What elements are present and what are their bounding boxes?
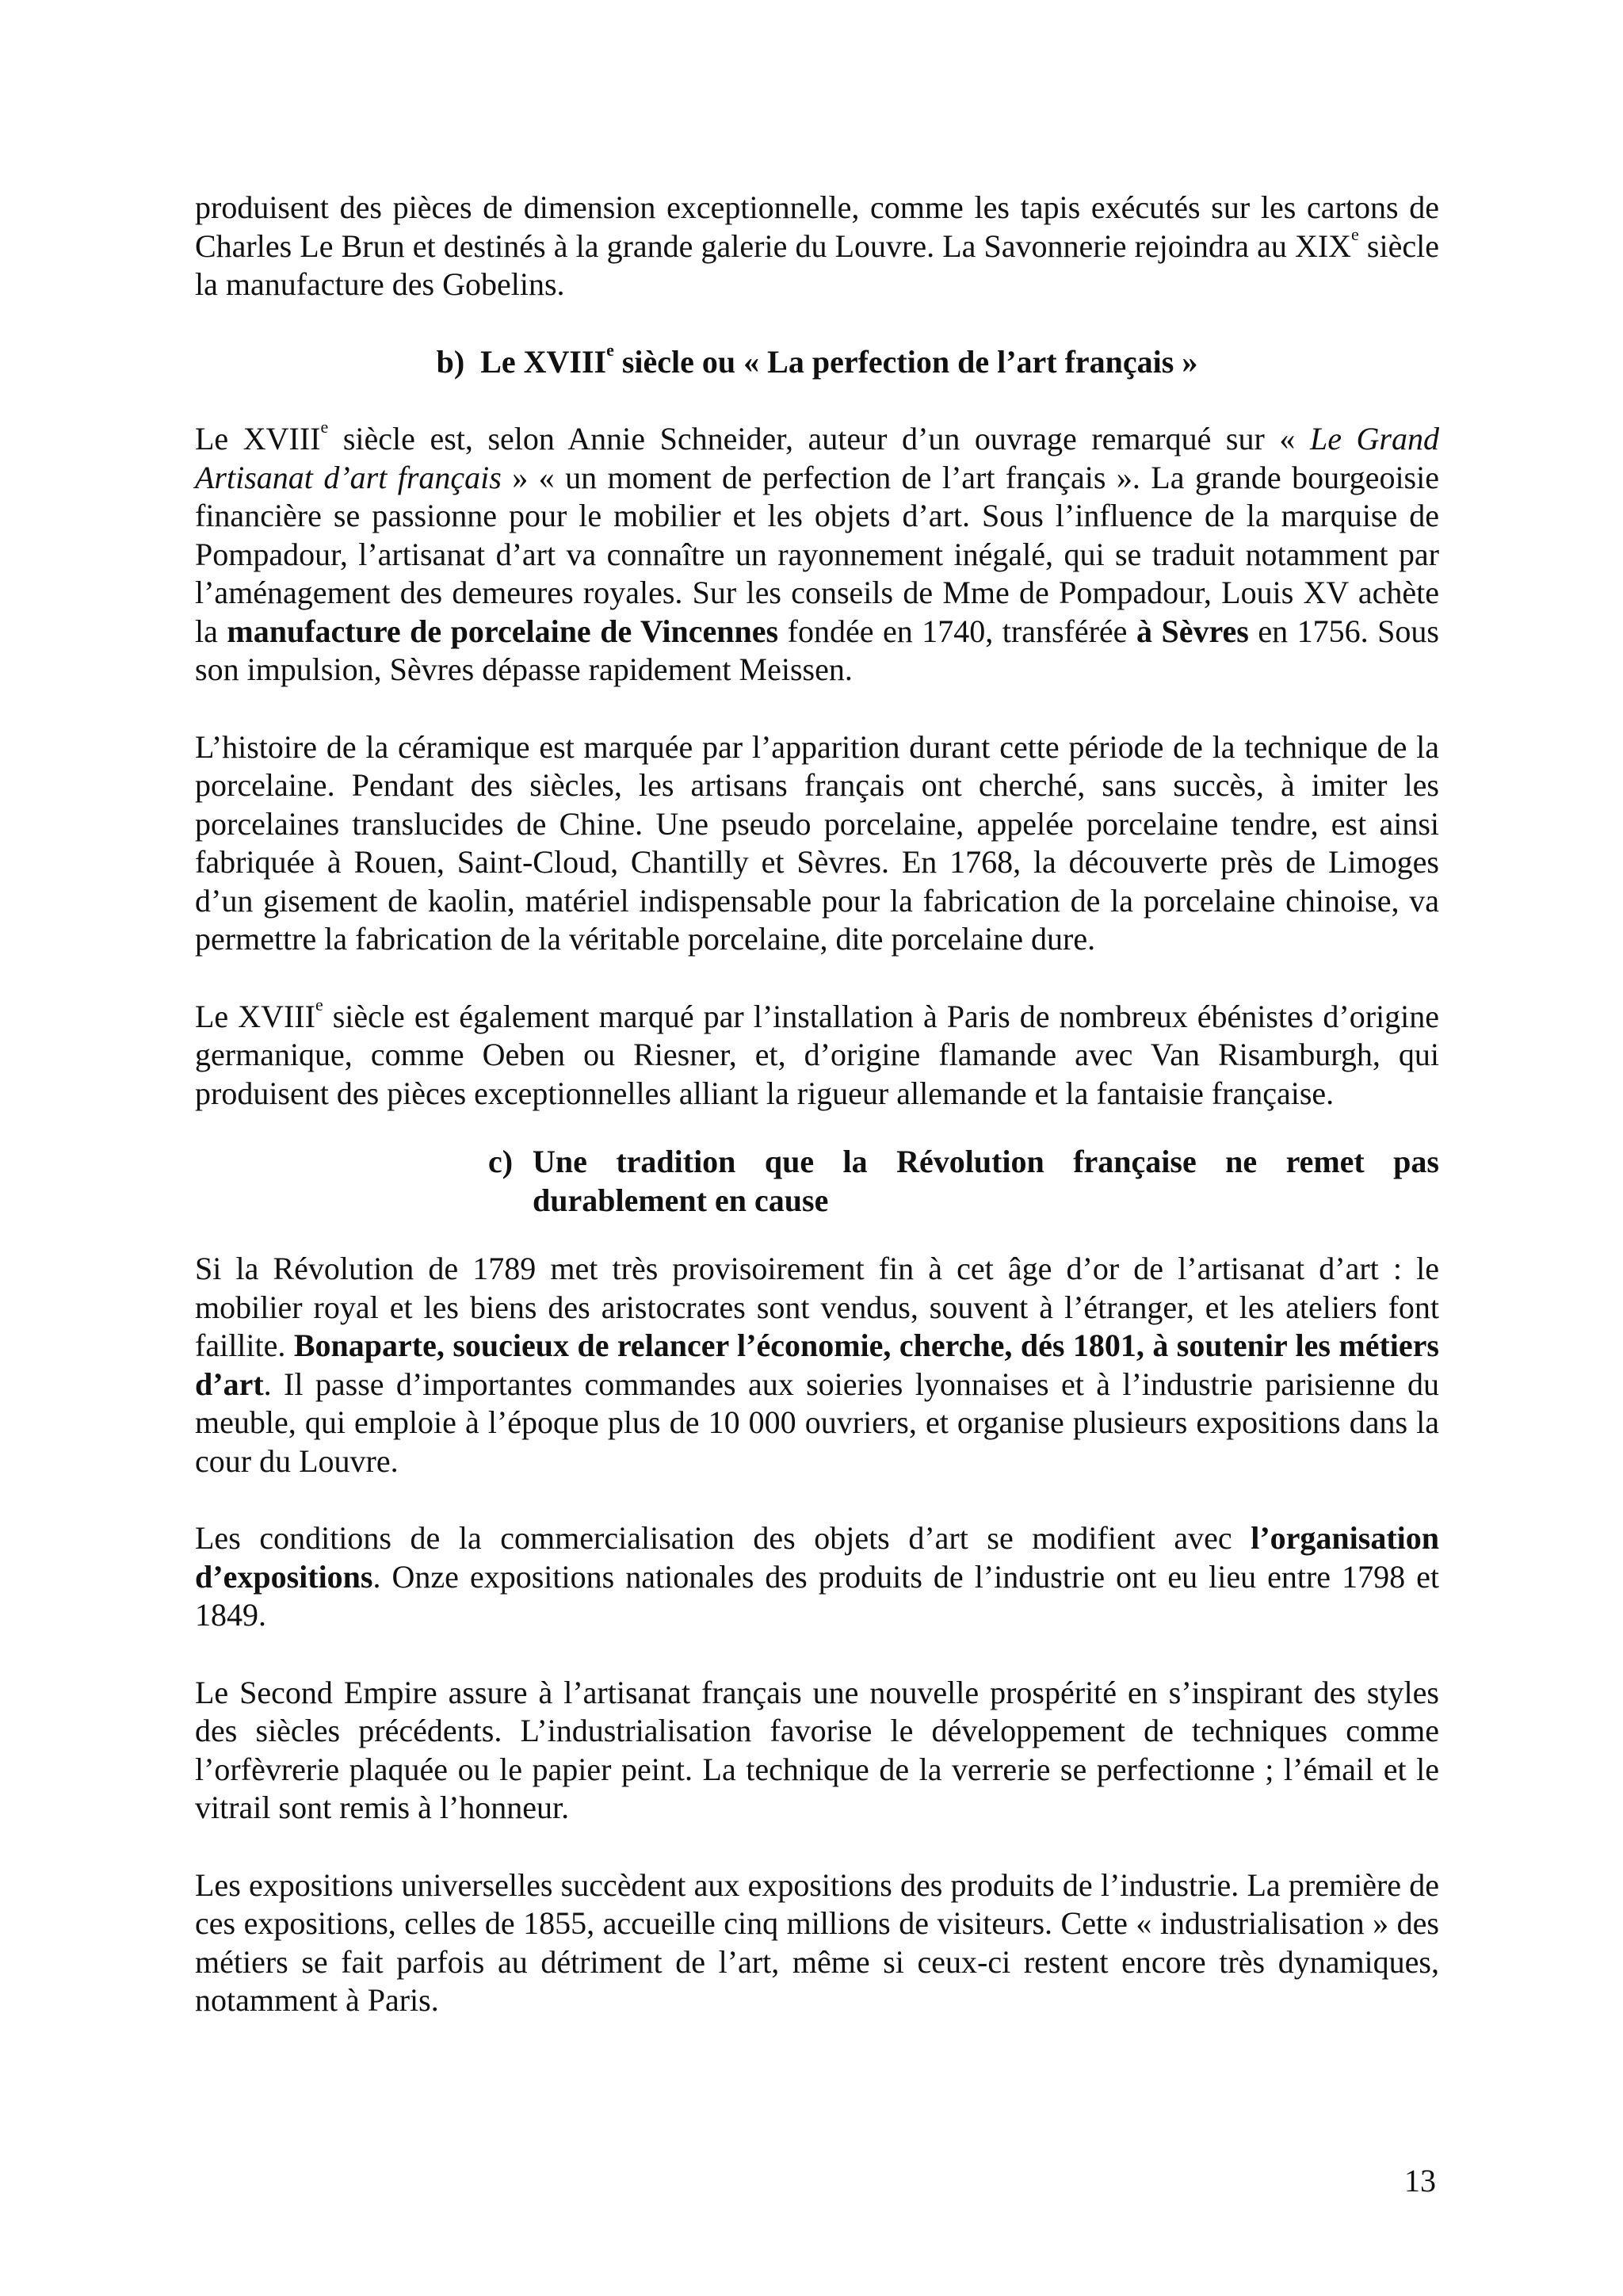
superscript: e <box>1351 223 1359 244</box>
paragraph-revolution <box>195 1250 1439 1480</box>
paragraph-text: » « un moment de perfection de l’art français ». La grande bourgeoisie financière se passionne pour le mobilier et les objets d’art. Sous l’influence de la marquise de Pompadour, l’artisanat d’art va connaître un rayonnement inégalé, qui se traduit notamment par l’aménagement des demeures royales. Sur les conseils de Mme de Pompadour, Louis XV achète la <box>195 459 1439 649</box>
bold-text: Bonaparte, soucieux de relancer l’économie, cherche, dés 1801, à soutenir les métiers d’art <box>195 1328 1439 1402</box>
heading-text: siècle ou « La perfection de l’art français » <box>613 343 1198 380</box>
book-title: Le Grand Artisanat d’art français <box>195 421 1439 495</box>
section-heading-c <box>488 1143 1439 1220</box>
bold-text: manufacture de porcelaine de Vincennes <box>227 613 779 649</box>
paragraph-cabinetmakers <box>195 994 1440 1114</box>
superscript: e <box>320 417 329 437</box>
bold-text: l’organisation d’expositions <box>195 1520 1439 1595</box>
heading-marker: c) <box>488 1144 514 1179</box>
bold-text: à Sèvres <box>1136 613 1249 649</box>
paragraph-text: . Il passe d’importantes commandes aux soieries lyonnaises et à l’industrie parisienne du meuble, qui emploie à l’époque plus de 10 000 ouvriers, et organise plusieurs expositions dans la cour du Louvre. <box>195 1366 1439 1479</box>
section-heading-b <box>195 339 1439 382</box>
paragraph-text: siècle est également marqué par l’installation à Paris de nombreux ébénistes d’origine germanique, comme Oeben ou Riesner, et, d’origine flamande avec Van Risamburgh, qui produisent des pièces exceptionnelles alliant la rigueur allemande et la fantaisie française. <box>195 998 1440 1111</box>
paragraph-text: Si la Révolution de 1789 met très provisoirement fin à cet âge d’or de l’artisanat d’art : le mobilier royal et les biens des aristocrates sont vendus, souvent à l’étranger, et les ateliers font faillite. <box>195 1251 1439 1363</box>
paragraph-second-empire: Le Second Empire assure à l’artisanat français une nouvelle prospérité en s’inspirant des styles des siècles précédents. L’industrialisation favorise le développement de techniques comme l’orfèvrerie plaquée ou le papier peint. La technique de la verrerie se perfectionne ; l’émail et le vitrail sont remis à l’honneur. <box>195 1674 1439 1825</box>
paragraph-text: Le XVIII <box>195 998 315 1034</box>
paragraph-text: Le XVIII <box>195 421 321 457</box>
superscript: e <box>315 994 323 1014</box>
heading-text: Une tradition que la Révolution française ne remet pas durablement en cause <box>533 1144 1439 1218</box>
paragraph-ceramics: L’histoire de la céramique est marquée par l’apparition durant cette période de la technique de la porcelaine. Pendant des siècles, les artisans français ont cherché, sans succès, à imiter les porcelaines translucides de Chine. Une pseudo porcelaine, appelée porcelaine tendre, est ainsi fabriquée à Rouen, Saint-Cloud, Chantilly et Sèvres. En 1768, la découverte près de Limoges d’un gisement de kaolin, matériel indispensable pour la fabrication de la porcelaine chinoise, va permettre la fabrication de la véritable porcelaine, dite porcelaine dure. <box>195 728 1439 957</box>
paragraph-text: siècle la manufacture des Gobelins. <box>195 227 1439 302</box>
paragraph-text: produisent des pièces de dimension exceptionnelle, comme les tapis exécutés sur les cartons de Charles Le Brun et destinés à la grande galerie du Louvre. La Savonnerie rejoindra au XIX <box>195 189 1439 264</box>
paragraph-text: . Onze expositions nationales des produits de l’industrie ont eu lieu entre 1798 et 1849. <box>195 1558 1439 1633</box>
paragraph-18th-century <box>195 417 1439 690</box>
paragraph-intro <box>195 189 1439 304</box>
heading-text: Le XVIII <box>480 343 607 380</box>
paragraph-text: siècle est, selon Annie Schneider, auteur d’un ouvrage remarqué sur « <box>328 421 1310 457</box>
superscript: e <box>606 339 614 360</box>
page-number: 13 <box>1404 2163 1436 2199</box>
page-body <box>195 189 1439 2059</box>
paragraph-exhibitions <box>195 1519 1439 1635</box>
paragraph-universal-exhibitions: Les expositions universelles succèdent aux expositions des produits de l’industrie. La première de ces expositions, celles de 1855, accueille cinq millions de visiteurs. Cette « industrialisation » des métiers se fait parfois au détriment de l’art, même si ceux-ci restent encore très dynamiques, notamment à Paris. <box>195 1866 1439 2018</box>
paragraph-text: en 1756. Sous son impulsion, Sèvres dépasse rapidement Meissen. <box>195 613 1439 687</box>
heading-marker: b) <box>436 343 465 380</box>
paragraph-text: Les conditions de la commercialisation des objets d’art se modifient avec <box>195 1520 1251 1556</box>
paragraph-text: fondée en 1740, transférée <box>778 613 1136 649</box>
